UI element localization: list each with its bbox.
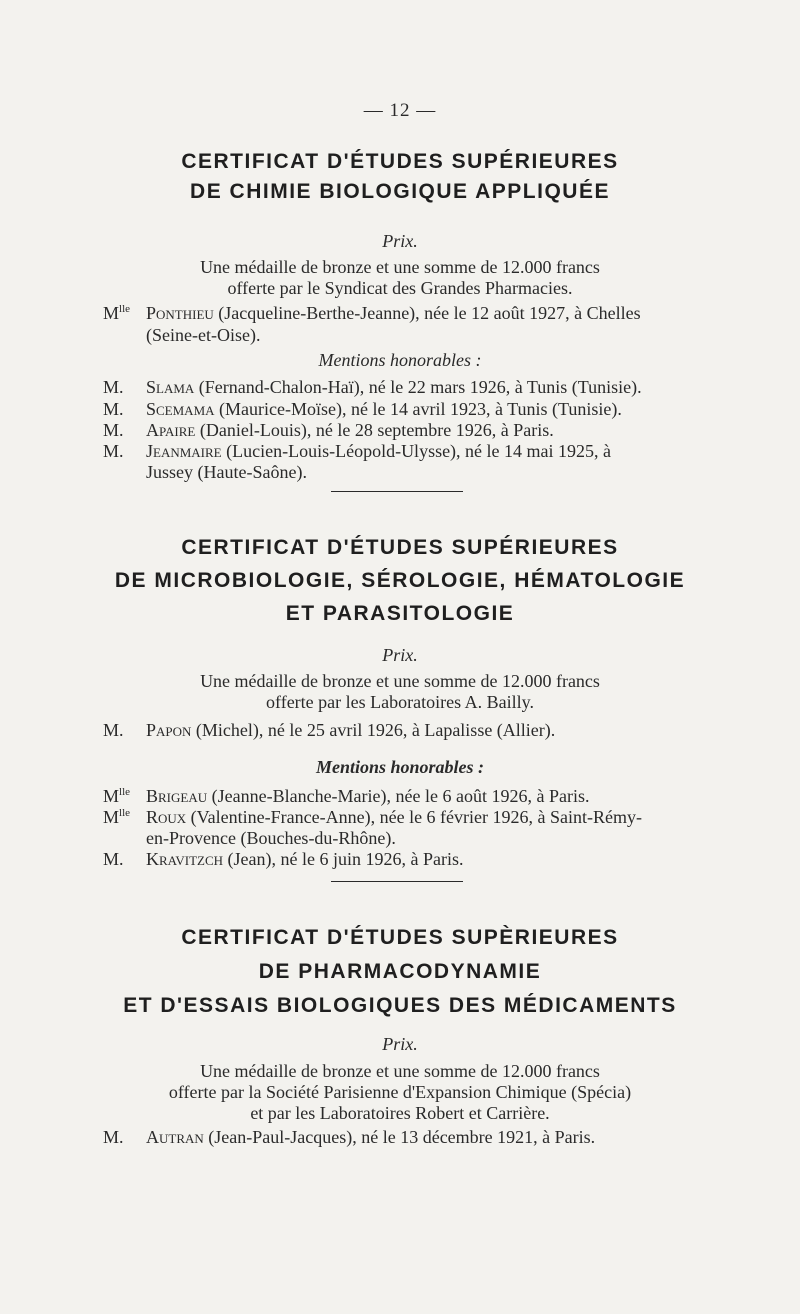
heading-line: DE CHIMIE BIOLOGIQUE APPLIQUÉE (190, 180, 610, 203)
person-name: Apaire (146, 420, 196, 440)
prize-line: offerte par la Société Parisienne d'Expansion Chimique (Spécia) (168, 1082, 632, 1102)
person-name: Roux (146, 807, 187, 827)
mentions-label: Mentions honorables : (318, 350, 482, 370)
section-1-heading (0, 147, 800, 207)
heading-line: DE PHARMACODYNAMIE (258, 960, 542, 983)
prize-label: Prix. (382, 1034, 418, 1054)
section-divider (331, 881, 463, 882)
person-name: Autran (146, 1127, 204, 1147)
person-details: (Jacqueline-Berthe-Jeanne), née le 12 août 1927, à Chelles (213, 303, 641, 323)
person-name: Brigeau (146, 786, 208, 806)
heading-line: CERTIFICAT D'ÉTUDES SUPÉRIEURES (181, 150, 619, 173)
heading-line: DE MICROBIOLOGIE, SÉROLOGIE, HÉMATOLOGIE (114, 569, 686, 592)
heading-line: ET D'ESSAIS BIOLOGIQUES DES MÉDICAMENTS (123, 994, 677, 1017)
section-2-heading (0, 531, 800, 630)
section-divider (331, 491, 463, 492)
heading-line: ET PARASITOLOGIE (285, 602, 515, 625)
mentions-label: Mentions honorables : (315, 757, 485, 777)
person-name: Slama (146, 377, 195, 397)
section-3-heading (0, 921, 800, 1023)
prize-line: Une médaille de bronze et une somme de 12.000 francs (200, 671, 600, 691)
prize-line: offerte par le Syndicat des Grandes Pharmacies. (227, 278, 573, 298)
heading-line: CERTIFICAT D'ÉTUDES SUPÈRIEURES (181, 926, 619, 949)
prize-line: Une médaille de bronze et une somme de 12.000 francs (200, 1061, 600, 1081)
document-page: — 12 — CERTIFICAT D'ÉTUDES SUPÉRIEURES DE CHIMIE BIOLOGIQUE APPLIQUÉE Prix. Une médaille de bronze et une somme de 12.000 francs offerte par le Syndicat des Grandes Pharmacies. $M^{lle}$ Ponthieu (Jacqueline-Berthe-Jeanne), née le 12 août 1927, à Chelles (Seine-et-Oise). Mentions honorables : M. Slama (Fernand-Chalon-Haï), né le 22 mars 1926, à Tunis (Tunisie). M. Scemama (Maurice-Moïse), né le 14 avril 1923, à Tunis (Tunisie). M. Apaire (Daniel-Louis), né le 28 septembre 1926, à Paris. M. Jeanmaire (Lucien-Louis-Léopold-Ulysse), né le 14 mai 1925, à Jussey (Haute-Saône). CERTIFICAT D'ÉTUDES SUPÉRIEURES DE MICROBIOLOGIE, SÉROLOGIE, HÉMATOLOGIE ET PARASITOLOGIE Prix. Une médaille de bronze et une somme de 12.000 francs offerte par les Laboratoires A. Bailly. M. Papon (Michel), né le 25 avril 1926, à Lapalisse (Allier). Mentions honorables : $M^{lle}$ Brigeau (Jeanne-Blanche-Marie), née le 6 août 1926, à Paris. $M^{lle}$ Roux (Valentine-France-Anne), née le 6 février 1926, à Saint-Rémy- en-Provence (Bouches-du-Rhône). M. Kravitzch (Jean), né le 6 juin 1926, à Paris. CERTIFICAT D'ÉTUDES SUPÈRIEURES DE PHARMACODYNAMIE ET D'ESSAIS BIOLOGIQUES DES MÉDICAMENTS Prix. Une médaille de bronze et une somme de 12.000 francs offerte par la Société Parisienne d'Expansion Chimique (Spécia) et par les Laboratoires Robert et Carrière. M. Autran (Jean-Paul-Jacques), né le 13 décembre 1921, à Paris. (0, 0, 800, 1314)
page-number: — 12 — (363, 100, 437, 121)
prize-label: Prix. (382, 231, 418, 251)
person-name: Scemama (146, 399, 215, 419)
person-name: Kravitzch (146, 849, 224, 869)
honorific: $M^{lle}$ (103, 303, 131, 323)
prize-line: offerte par les Laboratoires A. Bailly. (266, 692, 534, 712)
person-name: Papon (146, 720, 192, 740)
person-name: Ponthieu (146, 303, 214, 323)
heading-line: CERTIFICAT D'ÉTUDES SUPÉRIEURES (181, 536, 619, 559)
prize-line: Une médaille de bronze et une somme de 12.000 francs (200, 257, 600, 277)
prize-label: Prix. (382, 645, 418, 665)
person-name: Jeanmaire (146, 441, 222, 461)
prize-line: et par les Laboratoires Robert et Carrière. (250, 1103, 550, 1123)
